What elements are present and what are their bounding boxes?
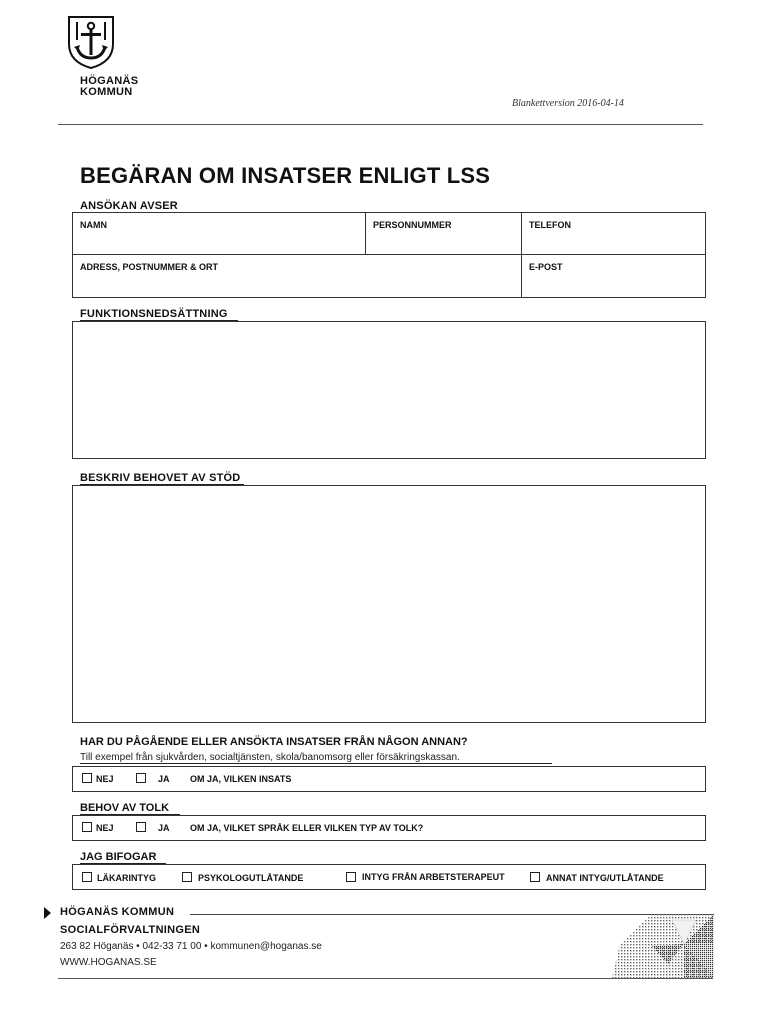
name-field[interactable] (74, 232, 362, 252)
interpreter-field[interactable] (476, 817, 704, 839)
pnr-field[interactable] (368, 232, 518, 252)
org-line-1: HÖGANÄS (80, 75, 139, 87)
org-name (80, 76, 200, 98)
phone-field-label: TELEFON (529, 220, 571, 230)
header-divider (58, 124, 703, 125)
footer-web: WWW.HOGANAS.SE (60, 957, 157, 968)
applicant-col-divider-1 (365, 212, 366, 254)
anchor-crest-icon (66, 14, 116, 70)
interpreter-no-label: NEJ (96, 823, 114, 833)
section-disability: FUNKTIONSNEDSÄTTNING (80, 308, 238, 321)
attachment-label-1: PSYKOLOGUTLÅTANDE (198, 873, 304, 883)
interpreter-followup-label: OM JA, VILKET SPRÅK ELLER VILKEN TYP AV TOLK? (190, 823, 424, 833)
other-services-field[interactable] (320, 768, 704, 790)
attachment-label-0: LÄKARINTYG (97, 873, 156, 883)
disability-textarea[interactable] (72, 321, 706, 459)
interpreter-yes-label: JA (158, 823, 170, 833)
attachment-label-2: INTYG FRÅN ARBETSTERAPEUT (362, 872, 505, 882)
email-field-label: E-POST (529, 262, 563, 272)
triangle-right-icon (44, 907, 51, 919)
footer-org: HÖGANÄS KOMMUN (60, 906, 175, 918)
org-line-2: KOMMUN (80, 86, 133, 98)
other-services-hint: Till exempel från sjukvården, socialtjänsten, skola/banomsorg eller försäkringskassan. (80, 752, 552, 764)
address-field-label: ADRESS, POSTNUMMER & ORT (80, 262, 219, 272)
form-version: Blankettversion 2016-04-14 (512, 98, 624, 109)
need-textarea[interactable] (72, 485, 706, 723)
other-services-yes-checkbox[interactable] (136, 773, 146, 783)
section-applicant: ANSÖKAN AVSER (80, 200, 178, 212)
other-services-question: HAR DU PÅGÅENDE ELLER ANSÖKTA INSATSER FRÅN NÅGON ANNAN? (80, 736, 468, 748)
pnr-field-label: PERSONNUMMER (373, 220, 452, 230)
attachment-checkbox-2[interactable] (346, 872, 356, 882)
email-field[interactable] (524, 274, 704, 296)
section-attachments: JAG BIFOGAR (80, 851, 166, 864)
other-services-no-label: NEJ (96, 774, 114, 784)
section-need: BESKRIV BEHOVET AV STÖD (80, 472, 244, 485)
attachment-checkbox-1[interactable] (182, 872, 192, 882)
other-services-yes-label: JA (158, 774, 170, 784)
attachment-checkbox-0[interactable] (82, 872, 92, 882)
interpreter-no-checkbox[interactable] (82, 822, 92, 832)
bottom-divider (58, 978, 713, 979)
section-interpreter: BEHOV AV TOLK (80, 802, 180, 815)
address-field[interactable] (74, 274, 518, 296)
footer-dept: SOCIALFÖRVALTNINGEN (60, 924, 201, 936)
attachment-checkbox-3[interactable] (530, 872, 540, 882)
phone-field[interactable] (524, 232, 704, 252)
applicant-row-divider (72, 254, 706, 255)
interpreter-yes-checkbox[interactable] (136, 822, 146, 832)
name-field-label: NAMN (80, 220, 107, 230)
diamond-pattern-icon (612, 914, 714, 978)
footer-contact: 263 82 Höganäs • 042-33 71 00 • kommunen@hoganas.se (60, 941, 322, 952)
other-services-followup-label: OM JA, VILKEN INSATS (190, 774, 292, 784)
attachment-label-3: ANNAT INTYG/UTLÅTANDE (546, 873, 664, 883)
other-services-no-checkbox[interactable] (82, 773, 92, 783)
applicant-col-divider-2 (521, 212, 522, 298)
page-title: BEGÄRAN OM INSATSER ENLIGT LSS (80, 163, 491, 188)
